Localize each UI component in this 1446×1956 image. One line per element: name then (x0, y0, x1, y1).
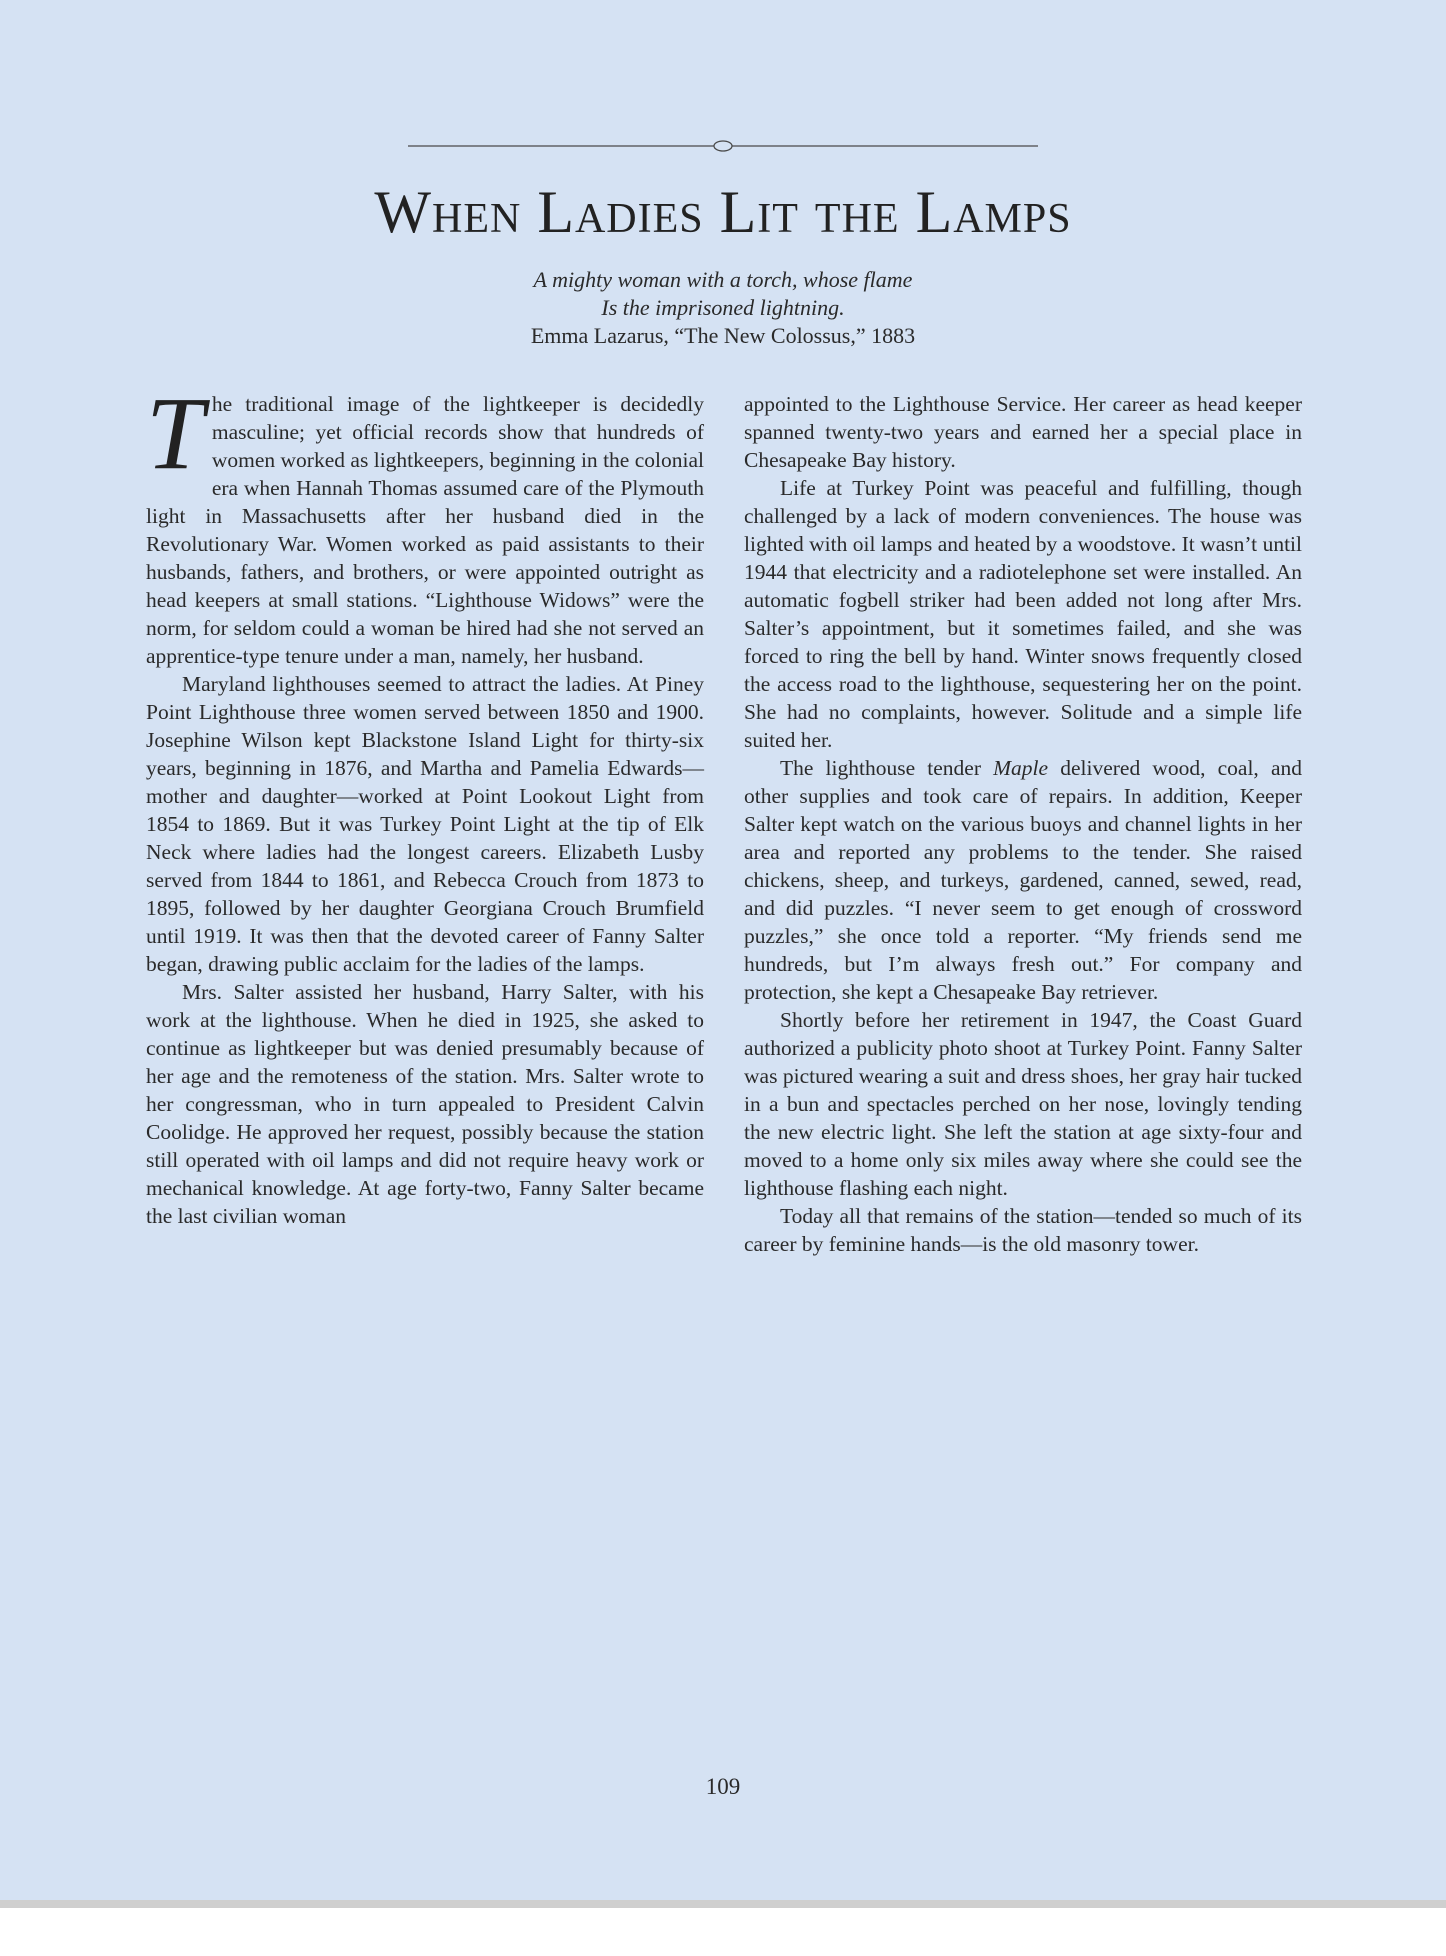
paragraph-5-text-a: The lighthouse tender (780, 756, 994, 780)
epigraph (0, 266, 1446, 350)
paragraph-1 (146, 376, 704, 670)
epigraph-attribution: Emma Lazarus, “The New Colossus,” 1883 (530, 323, 916, 348)
text-column-left (146, 376, 704, 1230)
paragraph-4: Life at Turkey Point was peaceful and fulfilling, though challenged by a lack of modern conveniences. The house was lighted with oil lamps and heated by a woodstove. It wasn’t until 1944 that electricity and a radiotelephone set were installed. An automatic fogbell striker had been added not long after Mrs. Salter’s appointment, but it sometimes failed, and she was forced to ring the bell by hand. Winter snows frequently closed the access road to the lighthouse, sequestering her on the point. She had no complaints, however. Solitude and a simple life suited her. (744, 476, 1302, 752)
paragraph-3: Mrs. Salter assisted her husband, Harry Salter, with his work at the lighthouse. When he died in 1925, she asked to continue as lightkeeper but was denied presumably because of her age and the remoteness of the station. Mrs. Salter wrote to her congressman, who in turn appealed to President Calvin Coolidge. He approved her request, possibly because the station still operated with oil lamps and did not require heavy work or mechanical knowledge. At age forty-two, Fanny Salter became the last civilian woman (146, 980, 704, 1228)
paragraph-3-continued: appointed to the Lighthouse Service. Her career as head keeper spanned twenty-two years and earned her a special place in Chesapeake Bay history. (744, 392, 1302, 472)
epigraph-line-1: A mighty woman with a torch, whose flame (533, 267, 913, 292)
text-column-right (744, 390, 1302, 1258)
drop-cap: T (146, 376, 204, 491)
paragraph-6: Shortly before her retirement in 1947, the Coast Guard authorized a publicity photo shoot at Turkey Point. Fanny Salter was pictured wearing a suit and dress shoes, her gray hair tucked in a bun and spectacles perched on her nose, lovingly tending the new electric light. She left the station at age sixty-four and moved to a home only six miles away where she could see the lighthouse flashing each night. (744, 1008, 1302, 1200)
ship-name-maple: Maple (993, 756, 1049, 780)
paragraph-5-text-b: delivered wood, coal, and other supplies and took care of repairs. In addition, Keeper Salter kept watch on the various buoys and channel lights in her area and reported any problems to the tender. She raised chickens, sheep, and turkeys, gardened, canned, sewed, read, and did puzzles. “I never seem to get enough of crossword puzzles,” she once told a reporter. “My friends send me hundreds, but I’m always fresh out.” For company and protection, she kept a Chesapeake Bay retriever. (744, 756, 1302, 1004)
title-ornament-rule (408, 138, 1038, 154)
paragraph-7: Today all that remains of the station—tended so much of its career by feminine hands—is the old masonry tower. (744, 1204, 1302, 1256)
page-number: 109 (705, 1774, 741, 1799)
epigraph-line-2: Is the imprisoned lightning. (601, 295, 845, 320)
paragraph-5 (744, 754, 1302, 1006)
paragraph-2: Maryland lighthouses seemed to attract the ladies. At Piney Point Lighthouse three women served between 1850 and 1900. Josephine Wilson kept Blackstone Island Light for thirty-six years, beginning in 1876, and Martha and Pamelia Edwards—mother and daughter—worked at Point Lookout Light from 1854 to 1869. But it was Turkey Point Light at the tip of Elk Neck where ladies had the longest careers. Elizabeth Lusby served from 1844 to 1861, and Rebecca Crouch from 1873 to 1895, followed by her daughter Georgiana Crouch Brumfield until 1919. It was then that the devoted career of Fanny Salter began, drawing public acclaim for the ladies of the lamps. (146, 672, 704, 976)
page-bottom-edge (0, 1900, 1446, 1908)
chapter-title: When Ladies Lit the Lamps (374, 179, 1072, 245)
paragraph-1-text: he traditional image of the lightkeeper is decidedly masculine; yet official records show that hundreds of women worked as lightkeepers, beginning in the colonial era when Hannah Thomas assumed care of the Plymouth light in Massachusetts after her husband died in the Revolutionary War. Women worked as paid assistants to their husbands, fathers, and brothers, or were appointed outright as head keepers at small stations. “Lighthouse Widows” were the norm, for seldom could a woman be hired had she not served an apprentice-type tenure under a man, namely, her husband. (146, 392, 704, 668)
